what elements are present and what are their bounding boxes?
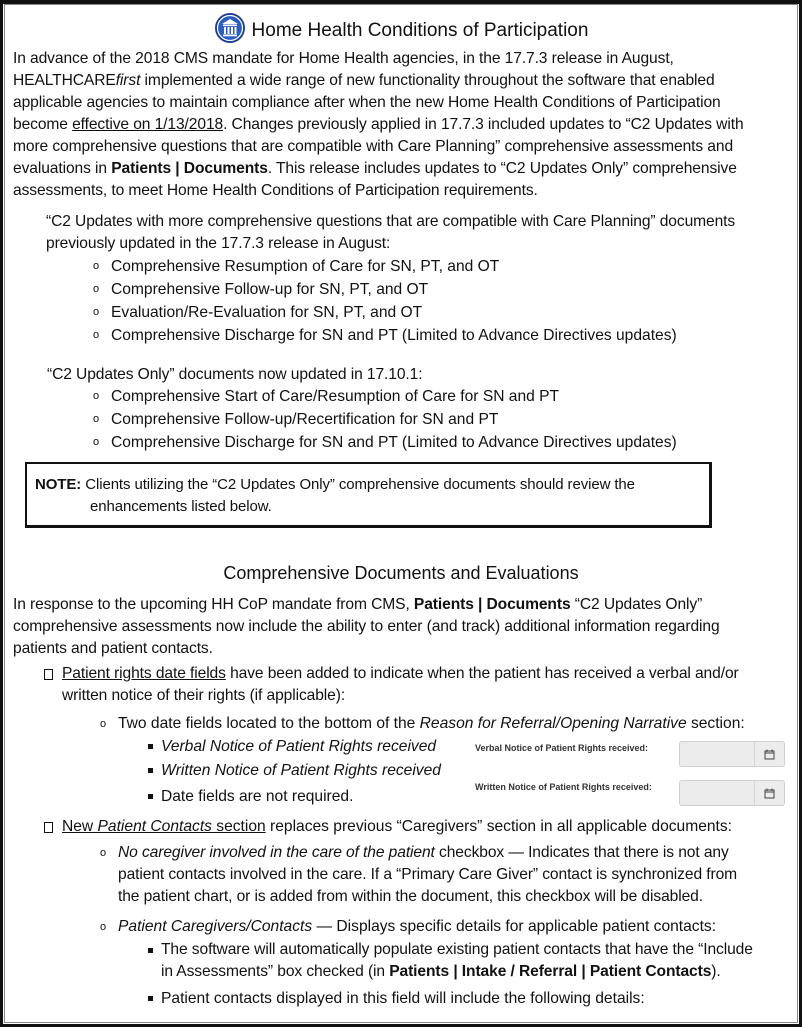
- intro-line: patients and patient contacts.: [13, 640, 213, 657]
- intro-text: In response to the upcoming HH CoP mandate from CMS,: [13, 596, 414, 613]
- menu-path: Patients | Documents: [111, 160, 268, 177]
- list-item: Written Notice of Patient Rights received: [161, 762, 441, 779]
- effective-date-link[interactable]: effective on 1/13/2018: [72, 116, 224, 133]
- patient-contacts-item: [62, 816, 732, 838]
- intro-text: implemented a wide range of new functionality throughout the software that enabled: [140, 72, 715, 89]
- heading-line: “C2 Updates with more comprehensive questions that are compatible with Care Planning” documents: [46, 213, 736, 230]
- intro-line: comprehensive assessments now include the ability to enter (and track) additional information regarding: [13, 618, 720, 635]
- caregivers-contacts-item: [118, 916, 716, 938]
- item-text: replaces previous “Caregivers” section in all applicable documents:: [265, 818, 733, 835]
- heading-line: previously updated in the 17.7.3 release in August:: [46, 235, 391, 252]
- intro-text: “C2 Updates Only”: [570, 596, 703, 613]
- patient-rights-link[interactable]: Patient rights date fields: [62, 665, 226, 682]
- item-text: section:: [686, 715, 745, 732]
- calendar-icon[interactable]: [754, 781, 784, 805]
- item-text: ).: [711, 963, 721, 980]
- circle-bullet-icon: o: [93, 390, 100, 402]
- circle-bullet-icon: o: [100, 921, 107, 933]
- intro-line: In advance of the 2018 CMS mandate for Home Health agencies, in the 17.7.3 release in August,: [13, 50, 674, 67]
- square-bullet-icon: [148, 948, 153, 953]
- circle-bullet-icon: o: [93, 306, 100, 318]
- intro-line: [13, 158, 793, 180]
- c2-only-heading: “C2 Updates Only” documents now updated in 17.10.1:: [47, 366, 423, 383]
- intro-line: applicable agencies to maintain compliance after when the new Home Health Conditions of Participation: [13, 94, 721, 111]
- list-item: Evaluation/Re-Evaluation for SN, PT, and OT: [111, 304, 423, 321]
- item-text: Two date fields located to the bottom of the: [118, 715, 420, 732]
- square-bullet-icon: [148, 794, 153, 799]
- written-notice-label: Written Notice of Patient Rights received:: [475, 782, 652, 792]
- title-text: Home Health Conditions of Participation: [251, 20, 589, 41]
- written-notice-date-input[interactable]: [679, 780, 785, 806]
- checkbox-name: No caregiver involved in the care of the patient: [118, 844, 435, 861]
- care-planning-heading: [46, 211, 786, 255]
- intro-line: [13, 70, 793, 92]
- box-bullet-icon: [44, 669, 53, 680]
- patient-contacts-link[interactable]: [62, 818, 266, 835]
- menu-path: Patients | Intake / Referral | Patient Contacts: [389, 963, 712, 980]
- square-bullet-icon: [148, 744, 153, 749]
- note-line: Clients utilizing the “C2 Updates Only” comprehensive documents should review the: [85, 476, 635, 493]
- field-name: Patient Caregivers/Contacts: [118, 918, 313, 935]
- intro-paragraph: [13, 48, 793, 202]
- list-item: Comprehensive Resumption of Care for SN, PT, and OT: [111, 258, 500, 275]
- circle-bullet-icon: o: [93, 413, 100, 425]
- item-text: in Assessments” box checked (in: [161, 963, 390, 980]
- intro-text: become: [13, 116, 73, 133]
- no-caregiver-item: [118, 842, 788, 908]
- item-text: The software will automatically populate existing patient contacts that have the “Include: [161, 941, 753, 958]
- square-bullet-icon: [148, 996, 153, 1001]
- item-text: the patient chart, or is added from within the document, this checkbox will be disabled.: [118, 888, 703, 905]
- item-text: checkbox — Indicates that there is not any: [434, 844, 729, 861]
- intro-line: assessments, to meet Home Health Conditions of Participation requirements.: [13, 182, 538, 199]
- section-reference: Reason for Referral/Opening Narrative: [419, 715, 687, 732]
- item-text: have been added to indicate when the patient has received a verbal and/or: [225, 665, 739, 682]
- menu-path: Patients | Documents: [413, 596, 571, 613]
- intro-text: evaluations in: [13, 160, 112, 177]
- pillar-building-icon: [214, 12, 246, 50]
- item-text: — Displays specific details for applicable patient contacts:: [312, 918, 717, 935]
- link-text: Patient Contacts: [97, 818, 212, 835]
- list-item: Comprehensive Follow-up for SN, PT, and OT: [111, 281, 429, 298]
- list-item: Verbal Notice of Patient Rights received: [161, 738, 437, 755]
- intro-text: . Changes previously applied in 17.7.3 included updates to “C2 Updates with: [223, 116, 744, 133]
- intro-line: [13, 114, 793, 136]
- brand-suffix: first: [115, 72, 141, 89]
- item-text: patient contacts involved in the care. If a “Primary Care Giver” contact is synchronized from: [118, 866, 738, 883]
- note-line: enhancements listed below.: [90, 498, 272, 515]
- intro-text: . This release includes updates to “C2 Updates Only” comprehensive: [267, 160, 737, 177]
- verbal-notice-label: Verbal Notice of Patient Rights received:: [475, 743, 649, 753]
- list-item: Patient contacts displayed in this field will include the following details:: [161, 990, 645, 1007]
- link-text: section: [211, 818, 266, 835]
- section-title: Comprehensive Documents and Evaluations: [223, 563, 579, 583]
- date-fields-subitem: [118, 713, 745, 735]
- list-item: Comprehensive Start of Care/Resumption of Care for SN and PT: [111, 388, 560, 405]
- item-text: written notice of their rights (if applicable):: [62, 687, 346, 704]
- brand-name: HEALTHCARE: [13, 72, 116, 89]
- verbal-notice-date-input[interactable]: [679, 741, 785, 767]
- calendar-icon[interactable]: [754, 742, 784, 766]
- square-bullet-icon: [148, 768, 153, 773]
- list-item: Comprehensive Discharge for SN and PT (Limited to Advance Directives updates): [111, 434, 677, 451]
- list-item: [161, 939, 796, 983]
- patient-rights-item: [62, 663, 792, 707]
- list-item: Comprehensive Follow-up/Recertification for SN and PT: [111, 411, 499, 428]
- circle-bullet-icon: o: [93, 329, 100, 341]
- note-text: [35, 474, 705, 518]
- list-item: Comprehensive Discharge for SN and PT (Limited to Advance Directives updates): [111, 327, 677, 344]
- list-item: Date fields are not required.: [161, 788, 354, 805]
- intro-line: more comprehensive questions that are compatible with Care Planning” comprehensive assessments and: [13, 138, 734, 155]
- page-title: [0, 12, 802, 50]
- circle-bullet-icon: o: [93, 436, 100, 448]
- link-text: New: [62, 818, 98, 835]
- circle-bullet-icon: o: [93, 283, 100, 295]
- circle-bullet-icon: o: [100, 718, 107, 730]
- note-label: NOTE:: [35, 476, 82, 493]
- circle-bullet-icon: o: [93, 260, 100, 272]
- box-bullet-icon: [44, 822, 53, 833]
- circle-bullet-icon: o: [100, 847, 107, 859]
- section2-intro: [13, 594, 793, 660]
